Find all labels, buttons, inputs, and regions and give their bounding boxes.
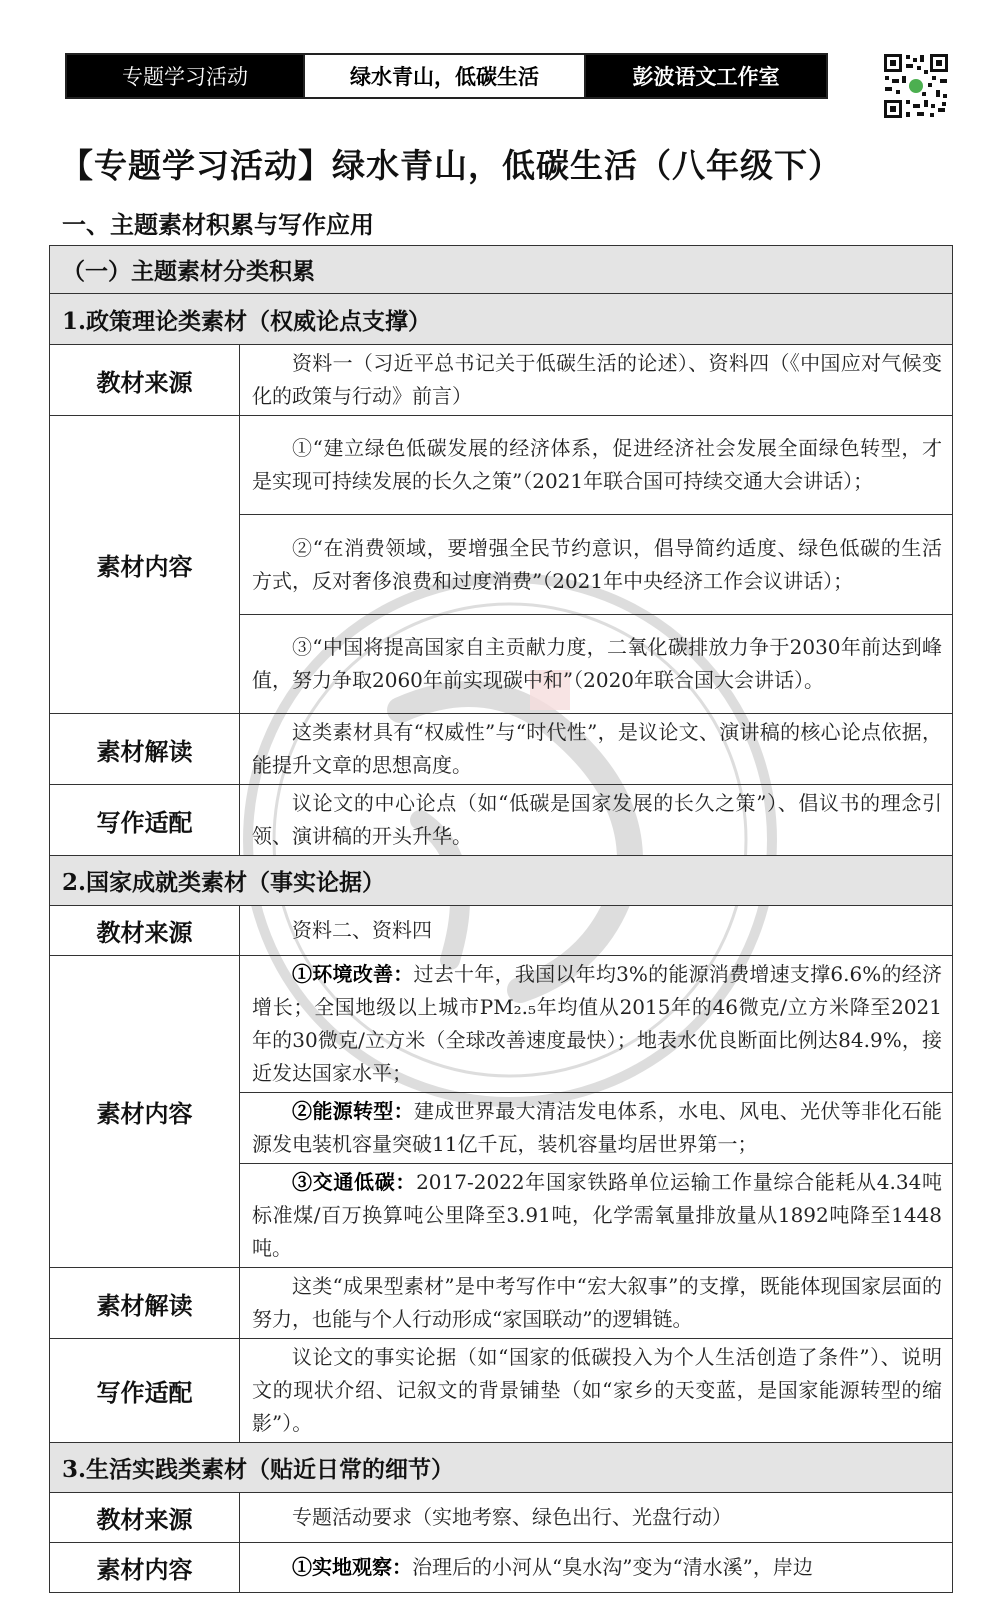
table-row <box>50 345 953 416</box>
cat2-c1-body: 过去十年，我国以年均3%的能源消费增速支撑6.6%的经济增长；全国地级以上城市PM₂.₅年均值从2015年的46微克/立方米降至2021年的30微克/立方米（全球改善速度最快）；地表水优良断面比例达84.9%，接近发达国家水平； <box>252 962 942 1085</box>
table-row <box>50 714 953 785</box>
cat2-c1-head: ①环境改善： <box>292 962 414 986</box>
cat1-interpret: 这类素材具有“权威性”与“时代性”，是议论文、演讲稿的核心论点依据，能提升文章的思想高度。 <box>240 714 953 785</box>
table-row <box>50 1493 953 1543</box>
cat2-content-1 <box>240 956 953 1093</box>
category-row <box>50 856 953 906</box>
cat2-c3-head: ③交通低碳： <box>292 1170 417 1194</box>
cat2-interpret: 这类“成果型素材”是中考写作中“宏大叙事”的支撑，既能体现国家层面的努力，也能与个人行动形成“家国联动”的逻辑链。 <box>240 1268 953 1339</box>
section-heading: 一、主题素材积累与写作应用 <box>62 210 374 239</box>
cat2-content-label: 素材内容 <box>50 956 240 1268</box>
group-title: （一）主题素材分类积累 <box>50 246 953 294</box>
cat3-source: 专题活动要求（实地考察、绿色出行、光盘行动） <box>240 1493 953 1543</box>
cat3-c1-body: 治理后的小河从“臭水沟”变为“清水溪”，岸边 <box>412 1555 813 1579</box>
cat2-source-label: 教材来源 <box>50 906 240 956</box>
table-row <box>50 1543 953 1593</box>
header-left-label: 专题学习活动 <box>67 55 303 97</box>
cat1-interpret-label: 素材解读 <box>50 714 240 785</box>
cat1-content-label: 素材内容 <box>50 416 240 714</box>
header-bar <box>65 53 828 99</box>
cat1-source: 资料一（习近平总书记关于低碳生活的论述）、资料四（《中国应对气候变化的政策与行动》前言） <box>240 345 953 416</box>
cat1-writing-label: 写作适配 <box>50 785 240 856</box>
category-row <box>50 1443 953 1493</box>
material-table <box>49 245 953 1593</box>
table-row <box>50 956 953 1093</box>
cat2-interpret-label: 素材解读 <box>50 1268 240 1339</box>
table-row <box>50 416 953 515</box>
cat3-source-label: 教材来源 <box>50 1493 240 1543</box>
table-row <box>50 906 953 956</box>
table-row <box>50 785 953 856</box>
cat2-writing: 议论文的事实论据（如“国家的低碳投入为个人生活创造了条件”）、说明文的现状介绍、记叙文的背景铺垫（如“家乡的天变蓝，是国家能源转型的缩影”）。 <box>240 1339 953 1443</box>
cat2-content-3 <box>240 1164 953 1268</box>
cat2-source: 资料二、资料四 <box>240 906 953 956</box>
table-row <box>50 1268 953 1339</box>
cat1-source-label: 教材来源 <box>50 345 240 416</box>
cat3-content-label: 素材内容 <box>50 1543 240 1593</box>
cat3-title: 3.生活实践类素材（贴近日常的细节） <box>50 1443 953 1493</box>
cat1-content-3: ③“中国将提高国家自主贡献力度，二氧化碳排放力争于2030年前达到峰值，努力争取2060年前实现碳中和”（2020年联合国大会讲话）。 <box>240 615 953 714</box>
cat3-c1-head: ①实地观察： <box>292 1555 412 1579</box>
cat2-c2-body: 建成世界最大清洁发电体系，水电、风电、光伏等非化石能源发电装机容量突破11亿千瓦，装机容量均居世界第一； <box>252 1099 943 1156</box>
cat1-content-2: ②“在消费领域，要增强全民节约意识，倡导简约适度、绿色低碳的生活方式，反对奢侈浪费和过度消费”（2021年中央经济工作会议讲话）； <box>240 515 953 615</box>
cat1-title: 1.政策理论类素材（权威论点支撑） <box>50 294 953 345</box>
cat2-c3-body: 2017-2022年国家铁路单位运输工作量综合能耗从4.34吨标准煤/百万换算吨公里降至3.91吨，化学需氧量排放量从1892吨降至1448吨。 <box>252 1170 942 1260</box>
cat2-writing-label: 写作适配 <box>50 1339 240 1443</box>
table-row <box>50 1339 953 1443</box>
cat3-content-1 <box>240 1543 953 1593</box>
cat2-content-2 <box>240 1093 953 1164</box>
qr-code-icon <box>882 52 950 120</box>
cat1-writing: 议论文的中心论点（如“低碳是国家发展的长久之策”）、倡议书的理念引领、演讲稿的开头升华。 <box>240 785 953 856</box>
cat2-c2-head: ②能源转型： <box>292 1099 414 1123</box>
category-row <box>50 294 953 345</box>
table-group-row <box>50 246 953 294</box>
cat2-title: 2.国家成就类素材（事实论据） <box>50 856 953 906</box>
cat1-content-1: ①“建立绿色低碳发展的经济体系，促进经济社会发展全面绿色转型，才是实现可持续发展的长久之策”（2021年联合国可持续交通大会讲话）； <box>240 416 953 515</box>
page-title: 【专题学习活动】绿水青山，低碳生活（八年级下） <box>60 146 842 185</box>
header-right-label: 彭波语文工作室 <box>586 55 826 97</box>
header-middle-label: 绿水青山，低碳生活 <box>303 55 586 97</box>
